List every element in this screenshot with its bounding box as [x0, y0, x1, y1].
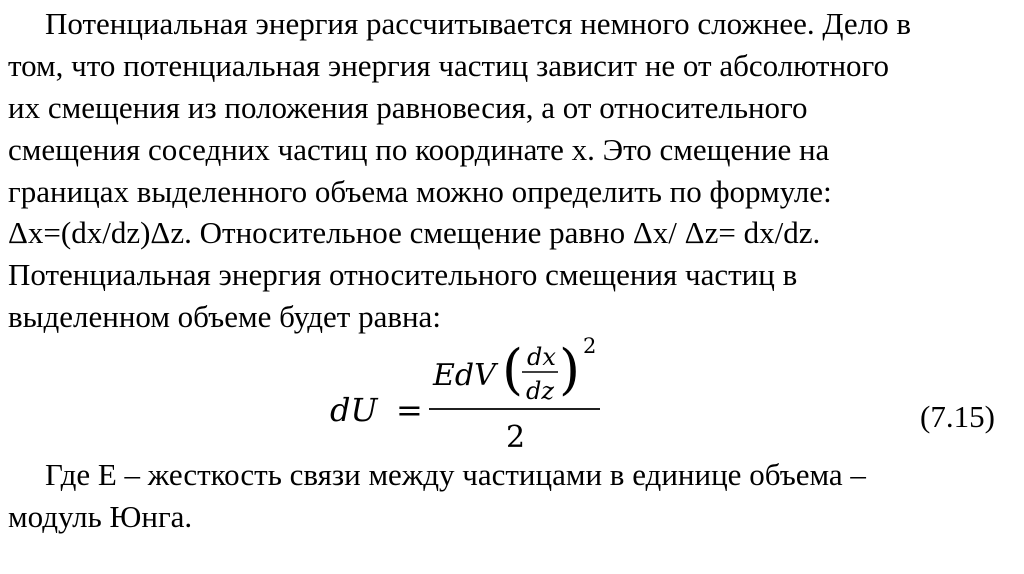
denominator: 2: [506, 420, 526, 455]
inner-fraction-top: dx: [527, 343, 556, 371]
paragraph-line: их смещения из положения равновесия, а от относительного: [8, 90, 808, 125]
equation-number: (7.15): [920, 399, 995, 434]
numerator-term: EdV: [433, 358, 496, 393]
paragraph-line: Потенциальная энергия рассчитывается немного сложнее. Дело в: [45, 6, 912, 41]
paragraph-line: Δx=(dx/dz)Δz. Относительное смещение равно Δx/ Δz= dx/dz.: [8, 215, 821, 250]
paragraph-line: Где E – жесткость связи между частицами в единице объема –: [45, 457, 866, 492]
paragraph-line: выделенном объеме будет равна:: [8, 299, 441, 334]
equation-lhs: dU: [330, 391, 378, 429]
paragraph-line: том, что потенциальная энергия частиц зависит не от абсолютного: [8, 48, 890, 83]
left-paren: (: [502, 338, 524, 401]
exponent: 2: [583, 334, 597, 358]
paragraph-line: границах выделенного объема можно определить по формуле:: [8, 174, 832, 209]
equation-graphic: [0, 333, 1024, 463]
paragraph-line: смещения соседних частиц по координате x. Это смещение на: [8, 132, 830, 167]
paragraph-line: Потенциальная энергия относительного смещения частиц в: [8, 257, 798, 292]
paragraph-line: модуль Юнга.: [8, 499, 193, 534]
equation-block: [0, 333, 1024, 463]
equation-equals-sign: =: [396, 391, 423, 429]
right-paren: ): [559, 338, 581, 401]
inner-fraction-bottom: dz: [526, 377, 555, 405]
